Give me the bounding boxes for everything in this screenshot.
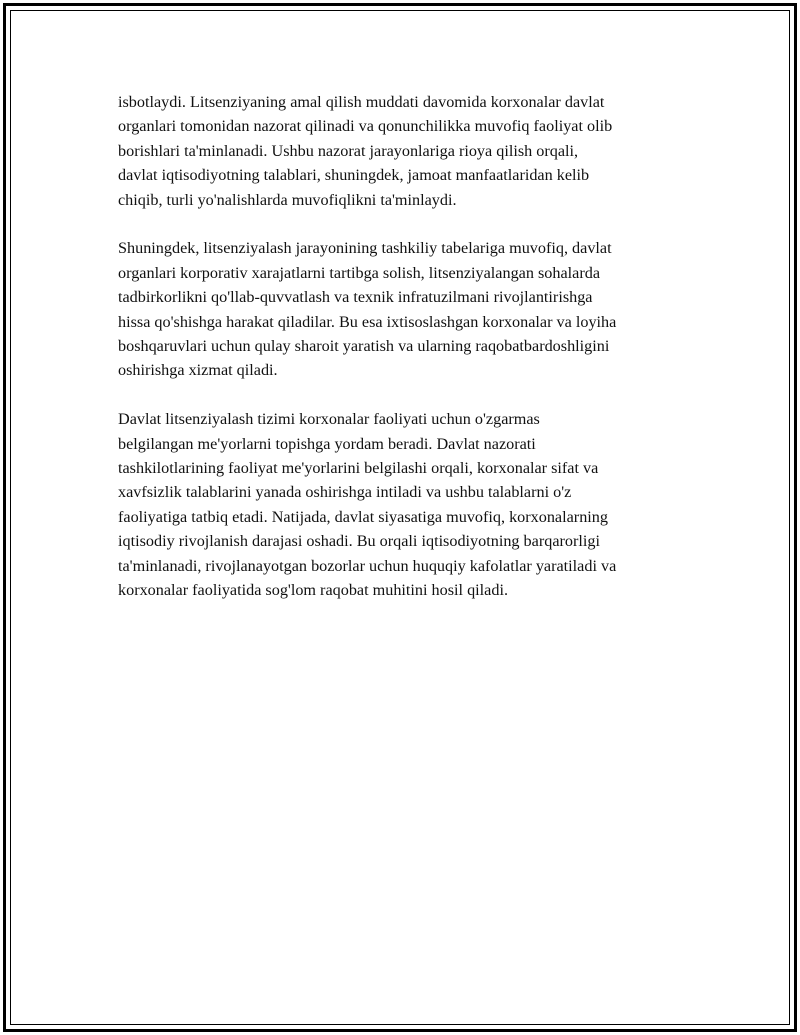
text-line: organlari korporativ xarajatlarni tartibga solish, litsenziyalangan sohalarda	[118, 263, 601, 282]
text-line: belgilangan me'yorlarni topishga yordam beradi. Davlat nazorati	[118, 434, 536, 453]
text-line: ta'minlanadi, rivojlanayotgan bozorlar uchun huquqiy kafolatlar yaratiladi va	[118, 556, 617, 575]
paragraph-1	[118, 90, 688, 212]
text-line: xavfsizlik talablarini yanada oshirishga intiladi va ushbu talablarni o'z	[118, 483, 572, 502]
text-line: boshqaruvlari uchun qulay sharoit yaratish va ularning raqobatbardoshligini	[118, 337, 610, 356]
paragraph-3	[118, 407, 688, 602]
text-line: faoliyatiga tatbiq etadi. Natijada, davlat siyasatiga muvofiq, korxonalarning	[118, 507, 608, 526]
text-line: Shuningdek, litsenziyalash jarayonining tashkiliy tabelariga muvofiq, davlat	[118, 239, 612, 258]
text-line: iqtisodiy rivojlanish darajasi oshadi. Bu orqali iqtisodiyotning barqarorligi	[118, 532, 600, 551]
text-line: korxonalar faoliyatida sog'lom raqobat muhitini hosil qiladi.	[118, 581, 508, 600]
text-line: Davlat litsenziyalash tizimi korxonalar faoliyati uchun o'zgarmas	[118, 410, 540, 429]
text-line: isbotlaydi. Litsenziyaning amal qilish muddati davomida korxonalar davlat	[118, 93, 605, 111]
text-line: davlat iqtisodiyotning talablari, shuningdek, jamoat manfaatlaridan kelib	[118, 166, 590, 185]
text-line: oshirishga xizmat qiladi.	[118, 361, 278, 380]
paragraph-2	[118, 236, 688, 382]
text-line: tadbirkorlikni qo'llab-quvvatlash va texnik infratuzilmani rivojlantirishga	[118, 288, 593, 307]
text-line: organlari tomonidan nazorat qilinadi va qonunchilikka muvofiq faoliyat olib	[118, 117, 613, 136]
text-line: hissa qo'shishga harakat qiladilar. Bu esa ixtisoslashgan korxonalar va loyiha	[118, 312, 617, 331]
text-line: borishlari ta'minlanadi. Ushbu nazorat jarayonlariga rioya qilish orqali,	[118, 141, 579, 160]
text-line: tashkilotlarining faoliyat me'yorlarini belgilashi orqali, korxonalar sifat va	[118, 459, 599, 478]
document-body	[118, 90, 688, 627]
text-line: chiqib, turli yo'nalishlarda muvofiqlikni ta'minlaydi.	[118, 190, 457, 209]
